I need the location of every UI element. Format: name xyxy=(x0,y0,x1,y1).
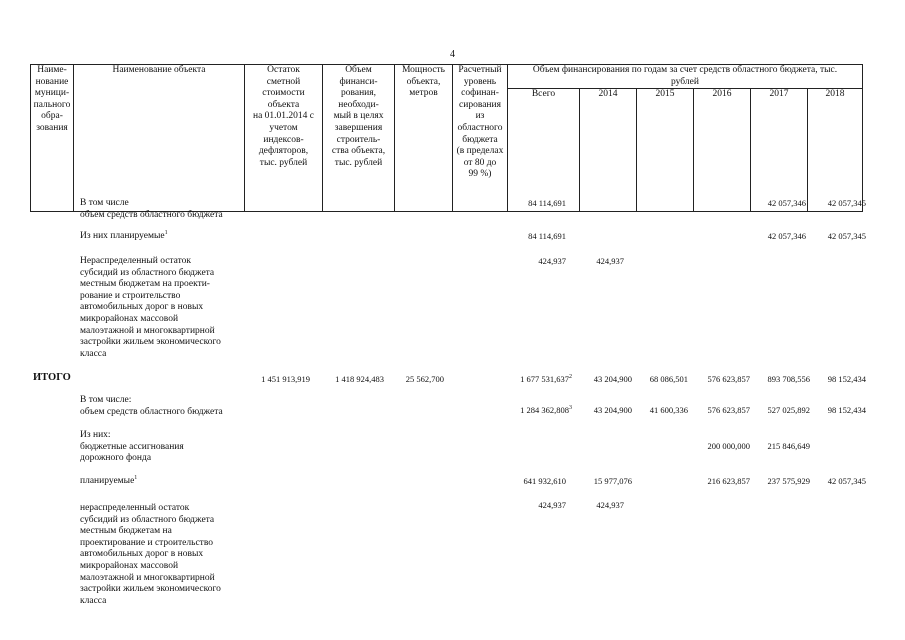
row-total-regional-budget-2018: 98 152,434 xyxy=(827,405,866,415)
row-total-regional-budget-2017: 527 025,892 xyxy=(767,405,810,415)
itogo-2015: 68 086,501 xyxy=(649,374,688,384)
itogo-volume: 1 418 924,483 xyxy=(335,374,384,384)
row-planned-2017: 42 057,346 xyxy=(767,231,806,241)
row-unallocated-total: 424,937 xyxy=(538,256,566,266)
row-regional-budget-2017: 42 057,346 xyxy=(767,198,806,208)
row-road-fund-2017: 215 846,649 xyxy=(767,441,810,451)
itogo-remainder: 1 451 913,919 xyxy=(261,374,310,384)
itogo-2017: 893 708,556 xyxy=(767,374,810,384)
row-total-unallocated-2014: 424,937 xyxy=(596,500,624,510)
row-unallocated-label: Нераспределенный остаток субсидий из областного бюджета местным бюджетам на проекти- рование и строительство автомобильных дорог в новых микрорайонах массовой малоэтажной и многоквартирной застройки жильем экономического класса xyxy=(80,256,221,359)
header-years-group: Объем финансирования по годам за счет средств областного бюджета, тыс. рублей xyxy=(508,65,863,89)
header-table xyxy=(30,64,863,212)
itogo-2016: 576 623,857 xyxy=(707,374,750,384)
itogo-capacity: 25 562,700 xyxy=(405,374,444,384)
row-total-unallocated-total: 424,937 xyxy=(538,500,566,510)
row-regional-budget-label: В том числе объем средств областного бюджета xyxy=(80,198,223,220)
header-object-name: Наименование объекта xyxy=(74,65,245,212)
page-number: 4 xyxy=(450,49,455,60)
header-capacity: Мощность объекта, метров xyxy=(395,65,453,212)
row-total-planned-2016: 216 623,857 xyxy=(707,476,750,486)
header-year-2014: 2014 xyxy=(580,89,637,212)
header-year-2017: 2017 xyxy=(751,89,808,212)
itogo-label: ИТОГО xyxy=(33,372,71,383)
header-year-2015: 2015 xyxy=(637,89,694,212)
row-total-planned-2017: 237 575,929 xyxy=(767,476,810,486)
row-total-planned-label: планируемые$^1$ xyxy=(80,474,138,486)
itogo-2014: 43 204,900 xyxy=(593,374,632,384)
row-regional-budget-total: 84 114,691 xyxy=(528,198,566,208)
header-year-2018: 2018 xyxy=(808,89,863,212)
row-planned-label: Из них планируемые$^1$ xyxy=(80,229,168,241)
header-cofinancing: Расчетный уровень софинан- сирования из областного бюджета (в пределах от 80 до 99 %) xyxy=(453,65,508,212)
row-total-planned-2018: 42 057,345 xyxy=(827,476,866,486)
row-total-regional-budget-2014: 43 204,900 xyxy=(593,405,632,415)
header-remainder: Остаток сметной стоимости объекта на 01.01.2014 с учетом индексов- дефляторов, тыс. рублей xyxy=(245,65,323,212)
row-total-regional-budget-label: В том числе: объем средств областного бюджета xyxy=(80,395,223,417)
row-total-regional-budget-2016: 576 623,857 xyxy=(707,405,750,415)
header-municipality: Наиме- нование муници- пального обра- зования xyxy=(31,65,74,212)
row-total-regional-budget-total: 1 284 362,808$^3$ xyxy=(520,405,572,415)
row-road-fund-2016: 200 000,000 xyxy=(707,441,750,451)
row-unallocated-2014: 424,937 xyxy=(596,256,624,266)
row-total-regional-budget-2015: 41 600,336 xyxy=(649,405,688,415)
header-total: Всего xyxy=(508,89,580,212)
itogo-total: 1 677 531,637$^2$ xyxy=(520,374,572,384)
row-total-unallocated-label: нераспределенный остаток субсидий из областного бюджета местным бюджетам на проектирование и строительство автомобильных дорог в новых микрорайонах массовой малоэтажной и многоквартирной застройки жильем экономического класса xyxy=(80,503,221,606)
row-total-planned-2014: 15 977,076 xyxy=(593,476,632,486)
row-total-planned-total: 641 932,610 xyxy=(523,476,566,486)
row-regional-budget-2018: 42 057,345 xyxy=(827,198,866,208)
row-planned-2018: 42 057,345 xyxy=(827,231,866,241)
header-financing-volume: Объем финанси- рования, необходи- мый в целях завершения строитель- ства объекта, тыс. рублей xyxy=(323,65,395,212)
row-planned-total: 84 114,691 xyxy=(528,231,566,241)
itogo-2018: 98 152,434 xyxy=(827,374,866,384)
header-year-2016: 2016 xyxy=(694,89,751,212)
row-road-fund-label: Из них: бюджетные ассигнования дорожного фонда xyxy=(80,430,184,464)
